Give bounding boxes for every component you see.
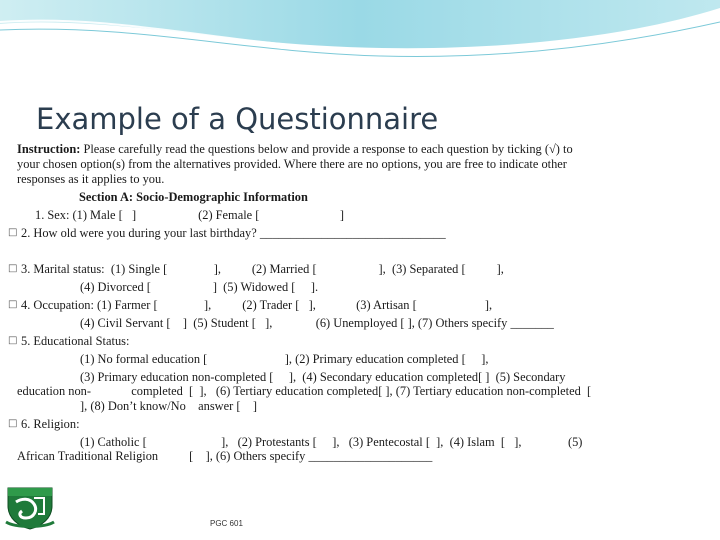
question-education-options: ], (8) Don’t know/No answer [ ] <box>80 399 257 413</box>
instruction-line: responses as it applies to you. <box>17 172 165 186</box>
question-occupation: 4. Occupation: (1) Farmer [ ], (2) Trader [ ], (3) Artisan [ ], <box>21 298 493 312</box>
university-logo <box>4 484 56 530</box>
header-wave-decoration <box>0 0 720 62</box>
slide-title: Example of a Questionnaire <box>36 102 439 136</box>
question-marital-status: 3. Marital status: (1) Single [ ], (2) Married [ ], (3) Separated [ ], <box>21 262 504 276</box>
question-age: 2. How old were you during your last birthday? ______________________________ <box>21 226 446 240</box>
question-sex: 1. Sex: (1) Male [ ] (2) Female [ ] <box>35 208 345 222</box>
instruction-line: your chosen option(s) from the alternatives provided. Where there are no options, you are free to indicate other <box>17 157 567 171</box>
bullet-icon: □ <box>8 263 18 274</box>
question-religion-options: (1) Catholic [ ], (2) Protestants [ ], (3) Pentecostal [ ], (4) Islam [ ], (5) <box>80 435 583 449</box>
bullet-icon: □ <box>8 227 18 238</box>
question-religion: 6. Religion: <box>21 417 80 431</box>
bullet-icon: □ <box>8 335 18 346</box>
section-heading: Section A: Socio-Demographic Information <box>79 190 308 204</box>
question-education: 5. Educational Status: <box>21 334 130 348</box>
instruction-text: Please carefully read the questions below and provide a response to each question by ticking (√) to <box>80 142 573 156</box>
question-religion-options: African Traditional Religion [ ], (6) Others specify ____________________ <box>17 449 433 463</box>
question-occupation-cont: (4) Civil Servant [ ] (5) Student [ ], (6) Unemployed [ ], (7) Others specify _______ <box>80 316 554 330</box>
footer-text: PGC 601 <box>210 519 243 528</box>
question-education-options: education non- completed [ ], (6) Tertiary education completed[ ], (7) Tertiary education non-completed [ <box>17 384 592 398</box>
instruction-line <box>17 142 573 157</box>
question-education-options: (3) Primary education non-completed [ ], (4) Secondary education completed[ ] (5) Secondary <box>80 370 566 384</box>
bullet-icon: □ <box>8 418 18 429</box>
bullet-icon: □ <box>8 299 18 310</box>
question-marital-status-cont: (4) Divorced [ ] (5) Widowed [ ]. <box>80 280 319 294</box>
question-education-options: (1) No formal education [ ], (2) Primary education completed [ ], <box>80 352 489 366</box>
instruction-label: Instruction: <box>17 142 81 156</box>
